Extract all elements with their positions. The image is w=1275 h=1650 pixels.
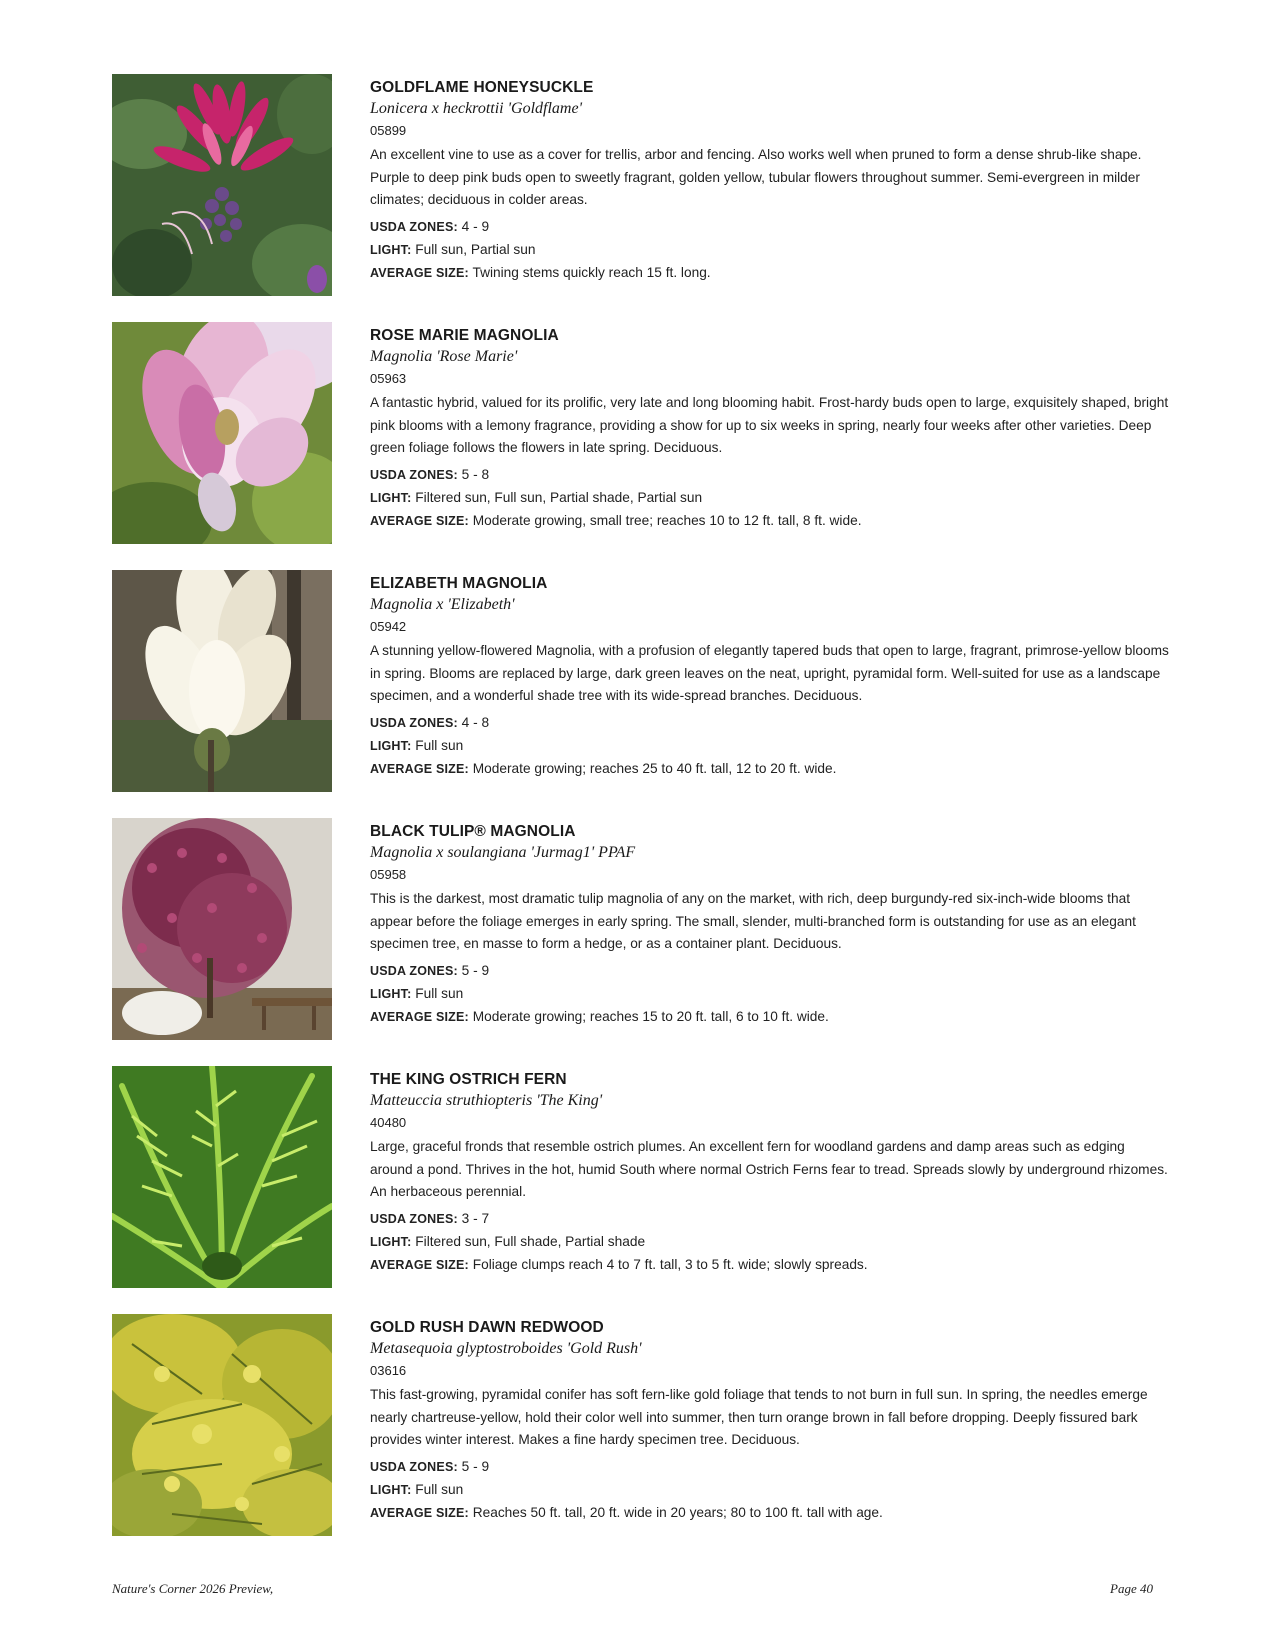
- average-size-value: Moderate growing; reaches 15 to 20 ft. tall, 6 to 10 ft. wide.: [472, 1008, 829, 1024]
- light-label: LIGHT:: [370, 738, 412, 753]
- item-code: 05942: [370, 619, 407, 634]
- plant-info: [370, 822, 1170, 1028]
- light-label: LIGHT:: [370, 242, 412, 257]
- usda-zones: [370, 1456, 1170, 1479]
- plant-description: An excellent vine to use as a cover for trellis, arbor and fencing. Also works well when pruned to form a dense shrub-like shape. Purple to deep pink buds open to sweetly fragrant, golden yellow, tubular flowers throughout summer. Semi-evergreen in milder climates; deciduous in colder areas.: [370, 147, 1142, 208]
- plant-description: Large, graceful fronds that resemble ostrich plumes. An excellent fern for woodland gardens and damp areas such as edging around a pond. Thrives in the hot, humid South where normal Ostrich Ferns fear to tread. Spreads slowly by underground rhizomes. An herbaceous perennial.: [370, 1139, 1168, 1200]
- usda-zones-value: 4 - 9: [461, 219, 490, 235]
- average-size: [370, 510, 1170, 533]
- botanical-name: Magnolia x 'Elizabeth': [370, 596, 515, 613]
- footer-catalog-title: Nature's Corner 2026 Preview,: [112, 1581, 274, 1596]
- botanical-name: Matteuccia struthiopteris 'The King': [370, 1092, 603, 1109]
- item-code: 05958: [370, 867, 407, 882]
- rose-marie-magnolia-image: [112, 322, 332, 544]
- light-label: LIGHT:: [370, 1234, 412, 1249]
- plant-info: [370, 1318, 1170, 1524]
- light: [370, 983, 1170, 1006]
- elizabeth-magnolia-image: [112, 570, 332, 792]
- plant-entry-the-king-ostrich-fern: [112, 1066, 1168, 1288]
- average-size-value: Moderate growing; reaches 25 to 40 ft. tall, 12 to 20 ft. wide.: [472, 760, 837, 776]
- item-code: 03616: [370, 1363, 407, 1378]
- plant-name: GOLD RUSH DAWN REDWOOD: [370, 1319, 604, 1336]
- usda-zones-value: 4 - 8: [461, 715, 490, 731]
- light: [370, 735, 1170, 758]
- average-size-label: AVERAGE SIZE:: [370, 513, 469, 528]
- light-value: Full sun: [415, 985, 464, 1001]
- average-size-value: Twining stems quickly reach 15 ft. long.: [472, 264, 711, 280]
- average-size: [370, 758, 1170, 781]
- plant-info: [370, 78, 1170, 284]
- average-size: [370, 1254, 1170, 1277]
- average-size: [370, 1006, 1170, 1029]
- plant-entry-gold-rush-dawn-redwood: [112, 1314, 1162, 1536]
- plant-description: This is the darkest, most dramatic tulip magnolia of any on the market, with rich, deep burgundy-red six-inch-wide blooms that appear before the foliage emerges in early spring. The small, slender, multi-branched form is outstanding for use as an elegant specimen tree, en masse to form a hedge, or as a container plant. Deciduous.: [370, 891, 1136, 952]
- botanical-name: Magnolia x soulangiana 'Jurmag1' PPAF: [370, 844, 636, 861]
- light: [370, 487, 1170, 510]
- botanical-name: Metasequoia glyptostroboides 'Gold Rush': [370, 1340, 642, 1357]
- plant-name: BLACK TULIP® MAGNOLIA: [370, 823, 576, 840]
- average-size-label: AVERAGE SIZE:: [370, 1009, 469, 1024]
- item-code: 05963: [370, 371, 407, 386]
- plant-name: THE KING OSTRICH FERN: [370, 1071, 567, 1088]
- dawn-redwood-photo: [112, 1314, 332, 1536]
- plant-name: ELIZABETH MAGNOLIA: [370, 575, 548, 592]
- usda-zones-label: USDA ZONES:: [370, 1212, 458, 1227]
- item-code: 40480: [370, 1115, 407, 1130]
- light-label: LIGHT:: [370, 490, 412, 505]
- usda-zones-label: USDA ZONES:: [370, 716, 458, 731]
- honeysuckle-photo: [112, 74, 332, 296]
- usda-zones: [370, 464, 1170, 487]
- botanical-name: Lonicera x heckrottii 'Goldflame': [370, 100, 582, 117]
- light-value: Full sun, Partial sun: [415, 241, 536, 257]
- light-value: Filtered sun, Full shade, Partial shade: [415, 1233, 646, 1249]
- ostrich-fern-photo: [112, 1066, 332, 1288]
- black-tulip-magnolia-image: [112, 818, 332, 1040]
- plant-description: A stunning yellow-flowered Magnolia, with a profusion of elegantly tapered buds that open to large, fragrant, primrose-yellow blooms in spring. Blooms are replaced by large, dark green leaves on the neat, upright, pyramidal form. Well-suited for use as a landscape specimen, and a wonderful shade tree with its wide-spread branches. Deciduous.: [370, 643, 1169, 704]
- black-tulip-magnolia-photo: [112, 818, 332, 1040]
- usda-zones-label: USDA ZONES:: [370, 468, 458, 483]
- average-size-value: Foliage clumps reach 4 to 7 ft. tall, 3 to 5 ft. wide; slowly spreads.: [472, 1256, 868, 1272]
- average-size-label: AVERAGE SIZE:: [370, 1505, 469, 1520]
- usda-zones-value: 5 - 8: [461, 467, 490, 483]
- average-size-value: Moderate growing, small tree; reaches 10 to 12 ft. tall, 8 ft. wide.: [472, 512, 862, 528]
- average-size-label: AVERAGE SIZE:: [370, 1257, 469, 1272]
- dawn-redwood-image: [112, 1314, 332, 1536]
- elizabeth-magnolia-photo: [112, 570, 332, 792]
- average-size: [370, 1502, 1170, 1525]
- plant-info: [370, 326, 1170, 532]
- plant-description: A fantastic hybrid, valued for its prolific, very late and long blooming habit. Frost-hardy buds open to large, exquisitely shaped, bright pink blooms with a lemony fragrance, providing a show for up to six weeks in spring, nearly four weeks after other varieties. Deep green foliage follows the flowers in late spring. Deciduous.: [370, 395, 1169, 456]
- plant-entry-black-tulip-magnolia: [112, 818, 1162, 1040]
- plant-entry-elizabeth-magnolia: [112, 570, 1169, 792]
- ostrich-fern-image: [112, 1066, 332, 1288]
- usda-zones-value: 3 - 7: [461, 1211, 490, 1227]
- usda-zones: [370, 216, 1170, 239]
- footer-page-number: Page 40: [1110, 1581, 1153, 1596]
- item-code: 05899: [370, 123, 407, 138]
- usda-zones: [370, 960, 1170, 983]
- usda-zones-label: USDA ZONES:: [370, 220, 458, 235]
- average-size-label: AVERAGE SIZE:: [370, 265, 469, 280]
- plant-info: [370, 574, 1170, 780]
- usda-zones-value: 5 - 9: [461, 963, 490, 979]
- average-size: [370, 262, 1170, 285]
- average-size-label: AVERAGE SIZE:: [370, 761, 469, 776]
- light-label: LIGHT:: [370, 986, 412, 1001]
- rose-marie-magnolia-photo: [112, 322, 332, 544]
- plant-entry-goldflame-honeysuckle: [112, 74, 1162, 296]
- usda-zones-label: USDA ZONES:: [370, 964, 458, 979]
- light-value: Full sun: [415, 1481, 464, 1497]
- usda-zones-label: USDA ZONES:: [370, 1460, 458, 1475]
- light-label: LIGHT:: [370, 1482, 412, 1497]
- plant-entry-rose-marie-magnolia: [112, 322, 1169, 544]
- honeysuckle-image: [112, 74, 332, 296]
- light: [370, 1479, 1170, 1502]
- average-size-value: Reaches 50 ft. tall, 20 ft. wide in 20 years; 80 to 100 ft. tall with age.: [472, 1504, 883, 1520]
- plant-name: GOLDFLAME HONEYSUCKLE: [370, 79, 594, 96]
- plant-description: This fast-growing, pyramidal conifer has soft fern-like gold foliage that tends to not burn in full sun. In spring, the needles emerge nearly chartreuse-yellow, hold their color well into summer, then turn orange brown in fall before dropping. Deeply fissured bark provides winter interest. Makes a fine hardy specimen tree. Deciduous.: [370, 1387, 1148, 1448]
- usda-zones: [370, 1208, 1170, 1231]
- light: [370, 1231, 1170, 1254]
- botanical-name: Magnolia 'Rose Marie': [370, 348, 518, 365]
- plant-name: ROSE MARIE MAGNOLIA: [370, 327, 559, 344]
- light-value: Filtered sun, Full sun, Partial shade, Partial sun: [415, 489, 703, 505]
- plant-info: [370, 1070, 1170, 1276]
- light: [370, 239, 1170, 262]
- usda-zones-value: 5 - 9: [461, 1459, 490, 1475]
- light-value: Full sun: [415, 737, 464, 753]
- usda-zones: [370, 712, 1170, 735]
